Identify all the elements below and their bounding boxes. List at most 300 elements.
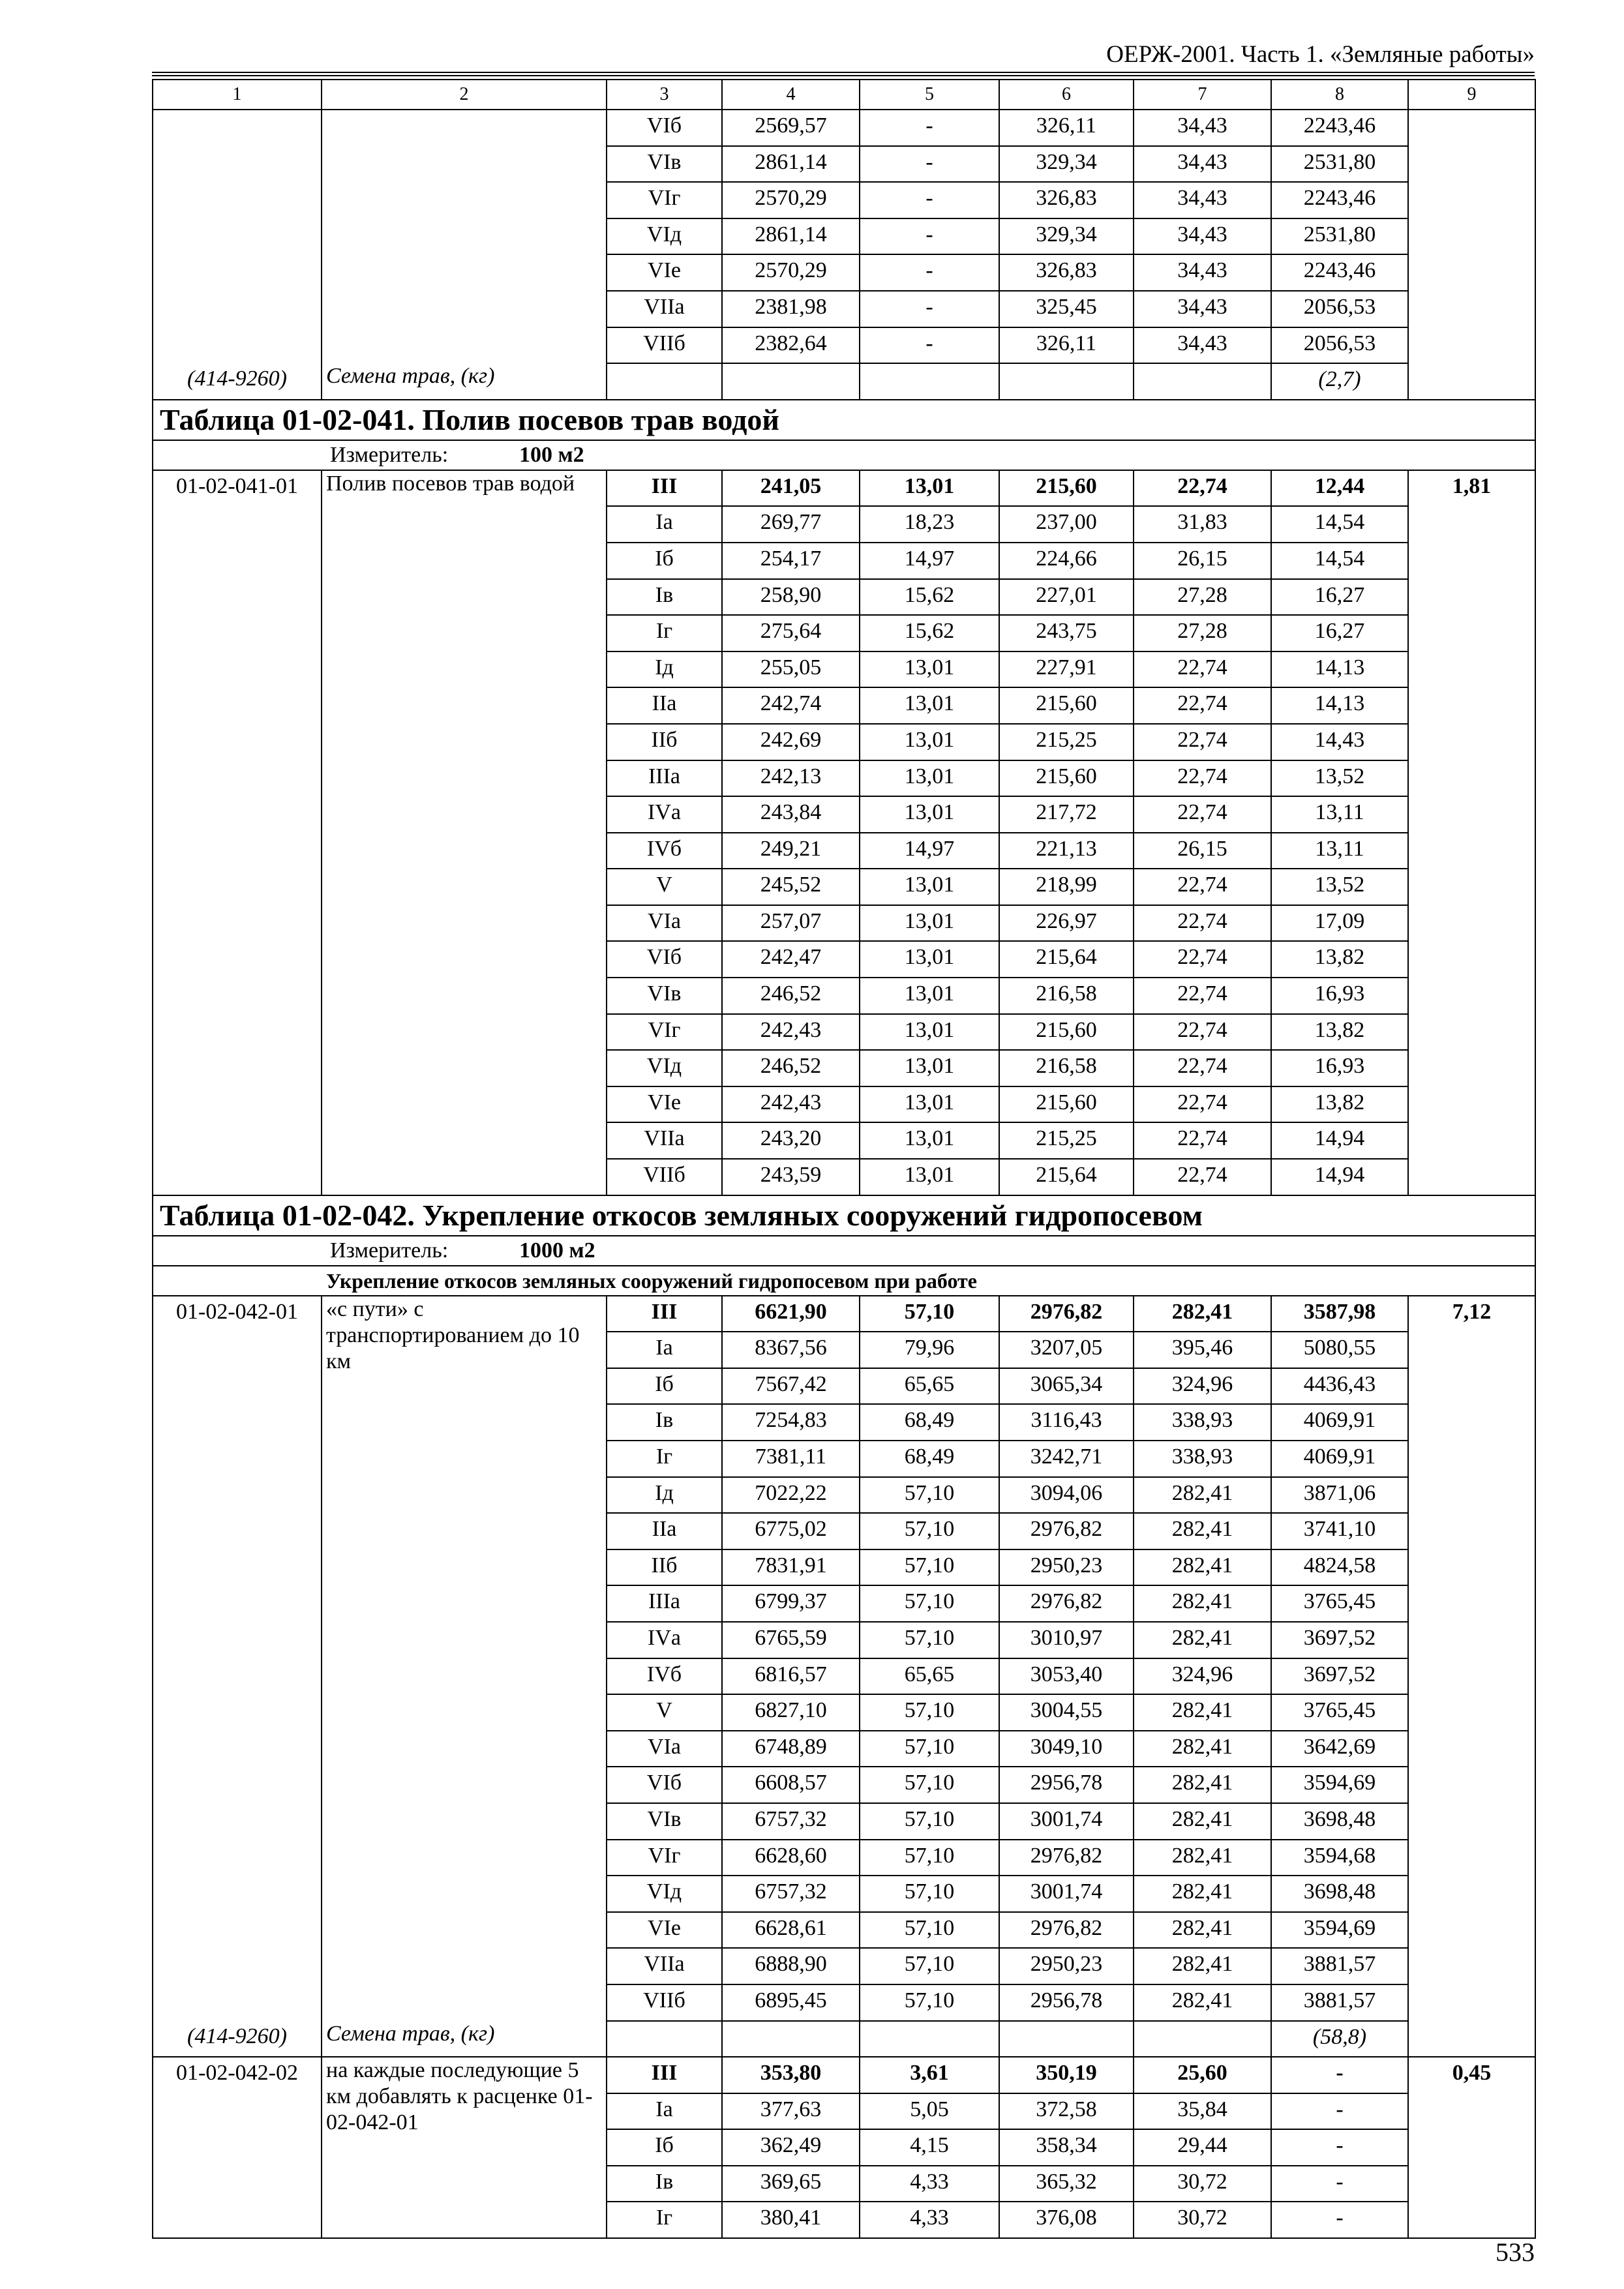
value-cell-c4: 2861,14 — [722, 218, 860, 255]
value-cell-c5: 57,10 — [860, 1912, 999, 1949]
value-cell-c6: 2976,82 — [999, 1513, 1134, 1549]
zone-cell: VIг — [607, 1014, 722, 1051]
value-cell-c6: 215,60 — [999, 760, 1134, 797]
value-cell-c6: 358,34 — [999, 2129, 1134, 2166]
value-cell-c4: 255,05 — [722, 651, 860, 688]
value-cell-c6: 226,97 — [999, 905, 1134, 942]
value-cell-c8: 3765,45 — [1271, 1585, 1408, 1622]
value-cell-c8: - — [1271, 2057, 1408, 2093]
value-cell-c7: 282,41 — [1134, 1694, 1271, 1731]
value-cell-c8: 14,54 — [1271, 506, 1408, 543]
column-number-row — [153, 80, 1535, 110]
zone-cell: Iд — [607, 1477, 722, 1514]
value-cell-c7: 34,43 — [1134, 254, 1271, 291]
zone-cell: IIб — [607, 1549, 722, 1586]
value-cell-c6: 3065,34 — [999, 1368, 1134, 1405]
value-cell-c5: - — [860, 110, 999, 146]
value-cell-c5: 13,01 — [860, 651, 999, 688]
measure-label: Измеритель: — [330, 442, 449, 467]
value-cell-c4: 243,59 — [722, 1159, 860, 1195]
value-cell-c6: 215,25 — [999, 724, 1134, 760]
value-cell-c4: 6748,89 — [722, 1731, 860, 1767]
value-cell-c6: 215,60 — [999, 1086, 1134, 1123]
zone-cell: VIIб — [607, 327, 722, 364]
value-cell-c6: 243,75 — [999, 615, 1134, 651]
value-cell-c4: 242,13 — [722, 760, 860, 797]
column-number: 3 — [607, 80, 722, 110]
zone-cell: VIIа — [607, 1948, 722, 1984]
value-cell-c4: 257,07 — [722, 905, 860, 942]
measure-cell — [153, 1236, 1535, 1266]
value-cell-c8: 4824,58 — [1271, 1549, 1408, 1586]
value-cell-c4: 243,84 — [722, 796, 860, 833]
value-cell-c8: 2056,53 — [1271, 291, 1408, 327]
empty-cell — [607, 363, 722, 400]
value-cell-c7: 30,72 — [1134, 2166, 1271, 2202]
value-cell-c6: 3116,43 — [999, 1404, 1134, 1441]
value-cell-c5: 13,01 — [860, 941, 999, 978]
measure-cell — [153, 440, 1535, 470]
value-cell-c7: 282,41 — [1134, 1840, 1271, 1876]
rate-name: «с пути» с транспортированием до 10 км — [322, 1296, 607, 2021]
header-double-rule — [152, 72, 1535, 76]
value-cell-c7: 35,84 — [1134, 2093, 1271, 2130]
value-cell-c5: 15,62 — [860, 579, 999, 616]
value-cell-c4: 6895,45 — [722, 1984, 860, 2021]
value-cell-c4: 2570,29 — [722, 254, 860, 291]
value-cell-c5: - — [860, 254, 999, 291]
empty-cell — [860, 2021, 999, 2057]
value-cell-c6: 372,58 — [999, 2093, 1134, 2130]
value-cell-c4: 269,77 — [722, 506, 860, 543]
value-cell-c4: 246,52 — [722, 1050, 860, 1086]
value-cell-c6: 217,72 — [999, 796, 1134, 833]
value-cell-c5: 13,01 — [860, 978, 999, 1014]
value-cell-c4: 249,21 — [722, 833, 860, 869]
empty-cell — [999, 2021, 1134, 2057]
rate-name: Полив посевов трав водой — [322, 470, 607, 1195]
value-cell-c5: 13,01 — [860, 470, 999, 507]
zone-cell: IIа — [607, 1513, 722, 1549]
column-number: 6 — [999, 80, 1134, 110]
zone-cell: V — [607, 869, 722, 905]
zone-cell: Iб — [607, 2129, 722, 2166]
zone-cell: IVб — [607, 833, 722, 869]
value-cell-c5: - — [860, 146, 999, 183]
zone-cell: Iд — [607, 651, 722, 688]
value-cell-c4: 2570,29 — [722, 182, 860, 218]
value-cell-c6: 376,08 — [999, 2202, 1134, 2238]
value-cell-c4: 241,05 — [722, 470, 860, 507]
value-cell-c8: 3698,48 — [1271, 1803, 1408, 1840]
value-cell-c7: 34,43 — [1134, 146, 1271, 183]
value-cell-c5: 13,01 — [860, 796, 999, 833]
zone-cell: Iа — [607, 506, 722, 543]
zone-cell: IIIа — [607, 1585, 722, 1622]
zone-cell: VIе — [607, 254, 722, 291]
value-cell-c5: 57,10 — [860, 1984, 999, 2021]
value-cell-c6: 2956,78 — [999, 1767, 1134, 1803]
value-cell-c4: 6816,57 — [722, 1658, 860, 1695]
value-cell-c7: 22,74 — [1134, 1014, 1271, 1051]
value-cell-c7: 282,41 — [1134, 1513, 1271, 1549]
value-cell-c7: 27,28 — [1134, 615, 1271, 651]
value-cell-c4: 242,43 — [722, 1086, 860, 1123]
value-cell-c8: 2056,53 — [1271, 327, 1408, 364]
value-cell-c6: 215,25 — [999, 1122, 1134, 1159]
zone-cell: VIа — [607, 905, 722, 942]
value-cell-c7: 30,72 — [1134, 2202, 1271, 2238]
value-cell-c7: 22,74 — [1134, 760, 1271, 797]
value-cell-c8: 2243,46 — [1271, 110, 1408, 146]
value-cell-c8: 2531,80 — [1271, 146, 1408, 183]
value-cell-c5: 13,01 — [860, 1159, 999, 1195]
value-cell-c5: 57,10 — [860, 1296, 999, 1332]
value-cell-c8: 2243,46 — [1271, 182, 1408, 218]
rates-table — [152, 79, 1536, 2239]
value-cell-c8: 13,11 — [1271, 833, 1408, 869]
value-cell-c8: 3741,10 — [1271, 1513, 1408, 1549]
value-cell-c8: 4069,91 — [1271, 1441, 1408, 1477]
rate-code: 01-02-041-01 — [153, 470, 322, 1195]
empty-cell — [860, 363, 999, 400]
zone-cell: VIв — [607, 978, 722, 1014]
value-cell-c5: 13,01 — [860, 1014, 999, 1051]
value-cell-c6: 326,83 — [999, 254, 1134, 291]
value-cell-c6: 227,01 — [999, 579, 1134, 616]
value-cell-c8: 3594,68 — [1271, 1840, 1408, 1876]
value-cell-c6: 365,32 — [999, 2166, 1134, 2202]
value-cell-c8: 3698,48 — [1271, 1876, 1408, 1912]
value-cell-c6: 3010,97 — [999, 1622, 1134, 1658]
material-row — [153, 2021, 1535, 2057]
value-cell-c5: 57,10 — [860, 1876, 999, 1912]
value-cell-c7: 34,43 — [1134, 110, 1271, 146]
value-cell-c6: 218,99 — [999, 869, 1134, 905]
empty-cell — [722, 2021, 860, 2057]
value-cell-c6: 215,64 — [999, 1159, 1134, 1195]
value-cell-c8: 14,13 — [1271, 651, 1408, 688]
zone-cell: VIд — [607, 1876, 722, 1912]
value-cell-c6: 329,34 — [999, 146, 1134, 183]
value-cell-c8: 4069,91 — [1271, 1404, 1408, 1441]
value-cell-c5: 57,10 — [860, 1694, 999, 1731]
table-row — [153, 2057, 1535, 2093]
value-cell-c5: 57,10 — [860, 1803, 999, 1840]
value-cell-c4: 6608,57 — [722, 1767, 860, 1803]
empty-cell — [607, 2021, 722, 2057]
value-cell-c4: 6775,02 — [722, 1513, 860, 1549]
value-cell-c4: 242,47 — [722, 941, 860, 978]
value-cell-c8: 3765,45 — [1271, 1694, 1408, 1731]
value-cell-c4: 380,41 — [722, 2202, 860, 2238]
value-cell-c7: 26,15 — [1134, 833, 1271, 869]
zone-cell: IIа — [607, 687, 722, 724]
value-cell-c5: 13,01 — [860, 724, 999, 760]
value-cell-c5: 57,10 — [860, 1840, 999, 1876]
value-cell-c7: 34,43 — [1134, 218, 1271, 255]
value-cell-c8: - — [1271, 2202, 1408, 2238]
value-cell-c4: 2861,14 — [722, 146, 860, 183]
value-cell-c6: 2950,23 — [999, 1549, 1134, 1586]
value-cell-c6: 2976,82 — [999, 1840, 1134, 1876]
value-cell-c8: 2531,80 — [1271, 218, 1408, 255]
value-cell-c7: 22,74 — [1134, 724, 1271, 760]
value-cell-c5: - — [860, 182, 999, 218]
value-cell-c7: 282,41 — [1134, 1767, 1271, 1803]
measure-label: Измеритель: — [330, 1238, 449, 1263]
c9-value: 7,12 — [1408, 1296, 1535, 2057]
column-number: 7 — [1134, 80, 1271, 110]
value-cell-c4: 7831,91 — [722, 1549, 860, 1586]
zone-cell: Iг — [607, 2202, 722, 2238]
value-cell-c5: 14,97 — [860, 543, 999, 579]
value-cell-c7: 282,41 — [1134, 1984, 1271, 2021]
value-cell-c5: 15,62 — [860, 615, 999, 651]
value-cell-c8: 3697,52 — [1271, 1658, 1408, 1695]
value-cell-c5: - — [860, 291, 999, 327]
value-cell-c6: 326,11 — [999, 110, 1134, 146]
value-cell-c5: 13,01 — [860, 1086, 999, 1123]
value-cell-c7: 22,74 — [1134, 796, 1271, 833]
value-cell-c6: 3242,71 — [999, 1441, 1134, 1477]
value-cell-c4: 246,52 — [722, 978, 860, 1014]
value-cell-c6: 216,58 — [999, 978, 1134, 1014]
zone-cell: VIв — [607, 146, 722, 183]
value-cell-c7: 22,74 — [1134, 941, 1271, 978]
zone-cell: VIIб — [607, 1159, 722, 1195]
value-cell-c7: 282,41 — [1134, 1296, 1271, 1332]
value-cell-c5: 65,65 — [860, 1368, 999, 1405]
zone-cell: VIв — [607, 1803, 722, 1840]
value-cell-c8: 2243,46 — [1271, 254, 1408, 291]
value-cell-c5: 4,15 — [860, 2129, 999, 2166]
value-cell-c8: 16,93 — [1271, 978, 1408, 1014]
value-cell-c4: 6628,60 — [722, 1840, 860, 1876]
value-cell-c7: 26,15 — [1134, 543, 1271, 579]
material-code: (414-9260) — [153, 2021, 322, 2057]
value-cell-c7: 282,41 — [1134, 1803, 1271, 1840]
measure-row — [153, 440, 1535, 470]
value-cell-c4: 2569,57 — [722, 110, 860, 146]
value-cell-c6: 350,19 — [999, 2057, 1134, 2093]
value-cell-c8: 16,93 — [1271, 1050, 1408, 1086]
material-row — [153, 363, 1535, 400]
value-cell-c7: 395,46 — [1134, 1332, 1271, 1368]
table-title-row — [153, 1195, 1535, 1236]
zone-cell: Iг — [607, 1441, 722, 1477]
value-cell-c4: 362,49 — [722, 2129, 860, 2166]
value-cell-c5: 13,01 — [860, 1122, 999, 1159]
value-cell-c6: 2976,82 — [999, 1585, 1134, 1622]
value-cell-c5: 13,01 — [860, 1050, 999, 1086]
value-cell-c5: 57,10 — [860, 1622, 999, 1658]
measure-row — [153, 1236, 1535, 1266]
zone-cell: Iб — [607, 543, 722, 579]
zone-cell: III — [607, 1296, 722, 1332]
value-cell-c8: - — [1271, 2093, 1408, 2130]
value-cell-c8: 3587,98 — [1271, 1296, 1408, 1332]
name-cell-empty — [322, 110, 607, 363]
value-cell-c6: 329,34 — [999, 218, 1134, 255]
value-cell-c7: 29,44 — [1134, 2129, 1271, 2166]
value-cell-c5: 65,65 — [860, 1658, 999, 1695]
table-row — [153, 110, 1535, 146]
material-name: Семена трав, (кг) — [322, 363, 607, 400]
value-cell-c5: 57,10 — [860, 1549, 999, 1586]
value-cell-c6: 227,91 — [999, 651, 1134, 688]
zone-cell: VIг — [607, 182, 722, 218]
value-cell-c6: 215,60 — [999, 687, 1134, 724]
value-cell-c8: 13,82 — [1271, 1086, 1408, 1123]
value-cell-c6: 216,58 — [999, 1050, 1134, 1086]
zone-cell: Iа — [607, 2093, 722, 2130]
value-cell-c6: 326,11 — [999, 327, 1134, 364]
value-cell-c7: 22,74 — [1134, 1159, 1271, 1195]
value-cell-c4: 6757,32 — [722, 1876, 860, 1912]
value-cell-c5: 13,01 — [860, 687, 999, 724]
zone-cell: IVб — [607, 1658, 722, 1695]
zone-cell: Iб — [607, 1368, 722, 1405]
code-cell-empty — [153, 110, 322, 363]
subheader: Укрепление откосов земляных сооружений гидропосевом при работе — [153, 1266, 1535, 1296]
value-cell-c4: 2382,64 — [722, 327, 860, 364]
zone-cell: Iв — [607, 579, 722, 616]
value-cell-c8: 14,43 — [1271, 724, 1408, 760]
value-cell-c4: 6827,10 — [722, 1694, 860, 1731]
table-row — [153, 470, 1535, 507]
value-cell-c4: 254,17 — [722, 543, 860, 579]
zone-cell: VIе — [607, 1086, 722, 1123]
value-cell-c5: 5,05 — [860, 2093, 999, 2130]
value-cell-c8: 3697,52 — [1271, 1622, 1408, 1658]
value-cell-c4: 353,80 — [722, 2057, 860, 2093]
value-cell-c6: 221,13 — [999, 833, 1134, 869]
value-cell-c7: 282,41 — [1134, 1948, 1271, 1984]
value-cell-c8: 13,52 — [1271, 760, 1408, 797]
value-cell-c6: 2976,82 — [999, 1912, 1134, 1949]
rate-code: 01-02-042-02 — [153, 2057, 322, 2238]
value-cell-c7: 324,96 — [1134, 1658, 1271, 1695]
zone-cell: VIIа — [607, 291, 722, 327]
value-cell-c6: 215,60 — [999, 470, 1134, 507]
measure-value: 100 м2 — [519, 442, 584, 467]
value-cell-c7: 22,74 — [1134, 651, 1271, 688]
empty-cell — [722, 363, 860, 400]
value-cell-c7: 25,60 — [1134, 2057, 1271, 2093]
value-cell-c6: 2956,78 — [999, 1984, 1134, 2021]
value-cell-c4: 242,74 — [722, 687, 860, 724]
c9-empty — [1408, 110, 1535, 400]
value-cell-c5: 79,96 — [860, 1332, 999, 1368]
value-cell-c8: 3881,57 — [1271, 1948, 1408, 1984]
value-cell-c4: 258,90 — [722, 579, 860, 616]
value-cell-c7: 282,41 — [1134, 1549, 1271, 1586]
value-cell-c7: 22,74 — [1134, 905, 1271, 942]
material-qty: (2,7) — [1271, 363, 1408, 400]
value-cell-c8: 3871,06 — [1271, 1477, 1408, 1514]
value-cell-c7: 22,74 — [1134, 470, 1271, 507]
value-cell-c7: 338,93 — [1134, 1441, 1271, 1477]
empty-cell — [999, 363, 1134, 400]
value-cell-c5: 68,49 — [860, 1441, 999, 1477]
rate-code: 01-02-042-01 — [153, 1296, 322, 2021]
measure-value: 1000 м2 — [519, 1238, 595, 1263]
value-cell-c5: 57,10 — [860, 1513, 999, 1549]
value-cell-c7: 22,74 — [1134, 687, 1271, 724]
column-number: 5 — [860, 80, 999, 110]
value-cell-c4: 369,65 — [722, 2166, 860, 2202]
value-cell-c7: 282,41 — [1134, 1622, 1271, 1658]
value-cell-c7: 27,28 — [1134, 579, 1271, 616]
value-cell-c8: 3594,69 — [1271, 1912, 1408, 1949]
value-cell-c6: 237,00 — [999, 506, 1134, 543]
zone-cell: Iв — [607, 1404, 722, 1441]
subheader-row — [153, 1266, 1535, 1296]
material-qty: (58,8) — [1271, 2021, 1408, 2057]
value-cell-c4: 6628,61 — [722, 1912, 860, 1949]
value-cell-c4: 242,43 — [722, 1014, 860, 1051]
value-cell-c8: 13,82 — [1271, 941, 1408, 978]
zone-cell: IVа — [607, 1622, 722, 1658]
zone-cell: V — [607, 1694, 722, 1731]
value-cell-c7: 34,43 — [1134, 182, 1271, 218]
column-number: 8 — [1271, 80, 1408, 110]
value-cell-c8: 5080,55 — [1271, 1332, 1408, 1368]
page-number: 533 — [1496, 2237, 1535, 2267]
c9-value: 1,81 — [1408, 470, 1535, 1195]
value-cell-c6: 3053,40 — [999, 1658, 1134, 1695]
zone-cell: VIг — [607, 1840, 722, 1876]
value-cell-c7: 31,83 — [1134, 506, 1271, 543]
value-cell-c8: 12,44 — [1271, 470, 1408, 507]
value-cell-c5: 3,61 — [860, 2057, 999, 2093]
empty-cell — [1134, 363, 1271, 400]
value-cell-c4: 275,64 — [722, 615, 860, 651]
value-cell-c7: 22,74 — [1134, 1122, 1271, 1159]
value-cell-c5: 57,10 — [860, 1731, 999, 1767]
value-cell-c4: 7254,83 — [722, 1404, 860, 1441]
value-cell-c4: 6799,37 — [722, 1585, 860, 1622]
table-title: Таблица 01-02-042. Укрепление откосов земляных сооружений гидропосевом — [153, 1195, 1535, 1236]
empty-cell — [1134, 2021, 1271, 2057]
value-cell-c4: 2381,98 — [722, 291, 860, 327]
zone-cell: VIа — [607, 1731, 722, 1767]
value-cell-c7: 22,74 — [1134, 978, 1271, 1014]
value-cell-c6: 2950,23 — [999, 1948, 1134, 1984]
value-cell-c6: 3049,10 — [999, 1731, 1134, 1767]
zone-cell: VIб — [607, 1767, 722, 1803]
value-cell-c5: - — [860, 327, 999, 364]
value-cell-c8: 4436,43 — [1271, 1368, 1408, 1405]
value-cell-c7: 22,74 — [1134, 1050, 1271, 1086]
value-cell-c4: 243,20 — [722, 1122, 860, 1159]
table-row — [153, 1296, 1535, 1332]
table-title: Таблица 01-02-041. Полив посевов трав водой — [153, 400, 1535, 440]
value-cell-c7: 22,74 — [1134, 869, 1271, 905]
value-cell-c5: 57,10 — [860, 1477, 999, 1514]
rate-name: на каждые последующие 5 км добавлять к расценке 01-02-042-01 — [322, 2057, 607, 2238]
column-number: 1 — [153, 80, 322, 110]
value-cell-c8: 16,27 — [1271, 615, 1408, 651]
column-number: 4 — [722, 80, 860, 110]
zone-cell: VIIа — [607, 1122, 722, 1159]
value-cell-c8: 3881,57 — [1271, 1984, 1408, 2021]
table-title-row — [153, 400, 1535, 440]
zone-cell: VIб — [607, 110, 722, 146]
value-cell-c8: 16,27 — [1271, 579, 1408, 616]
column-number: 2 — [322, 80, 607, 110]
